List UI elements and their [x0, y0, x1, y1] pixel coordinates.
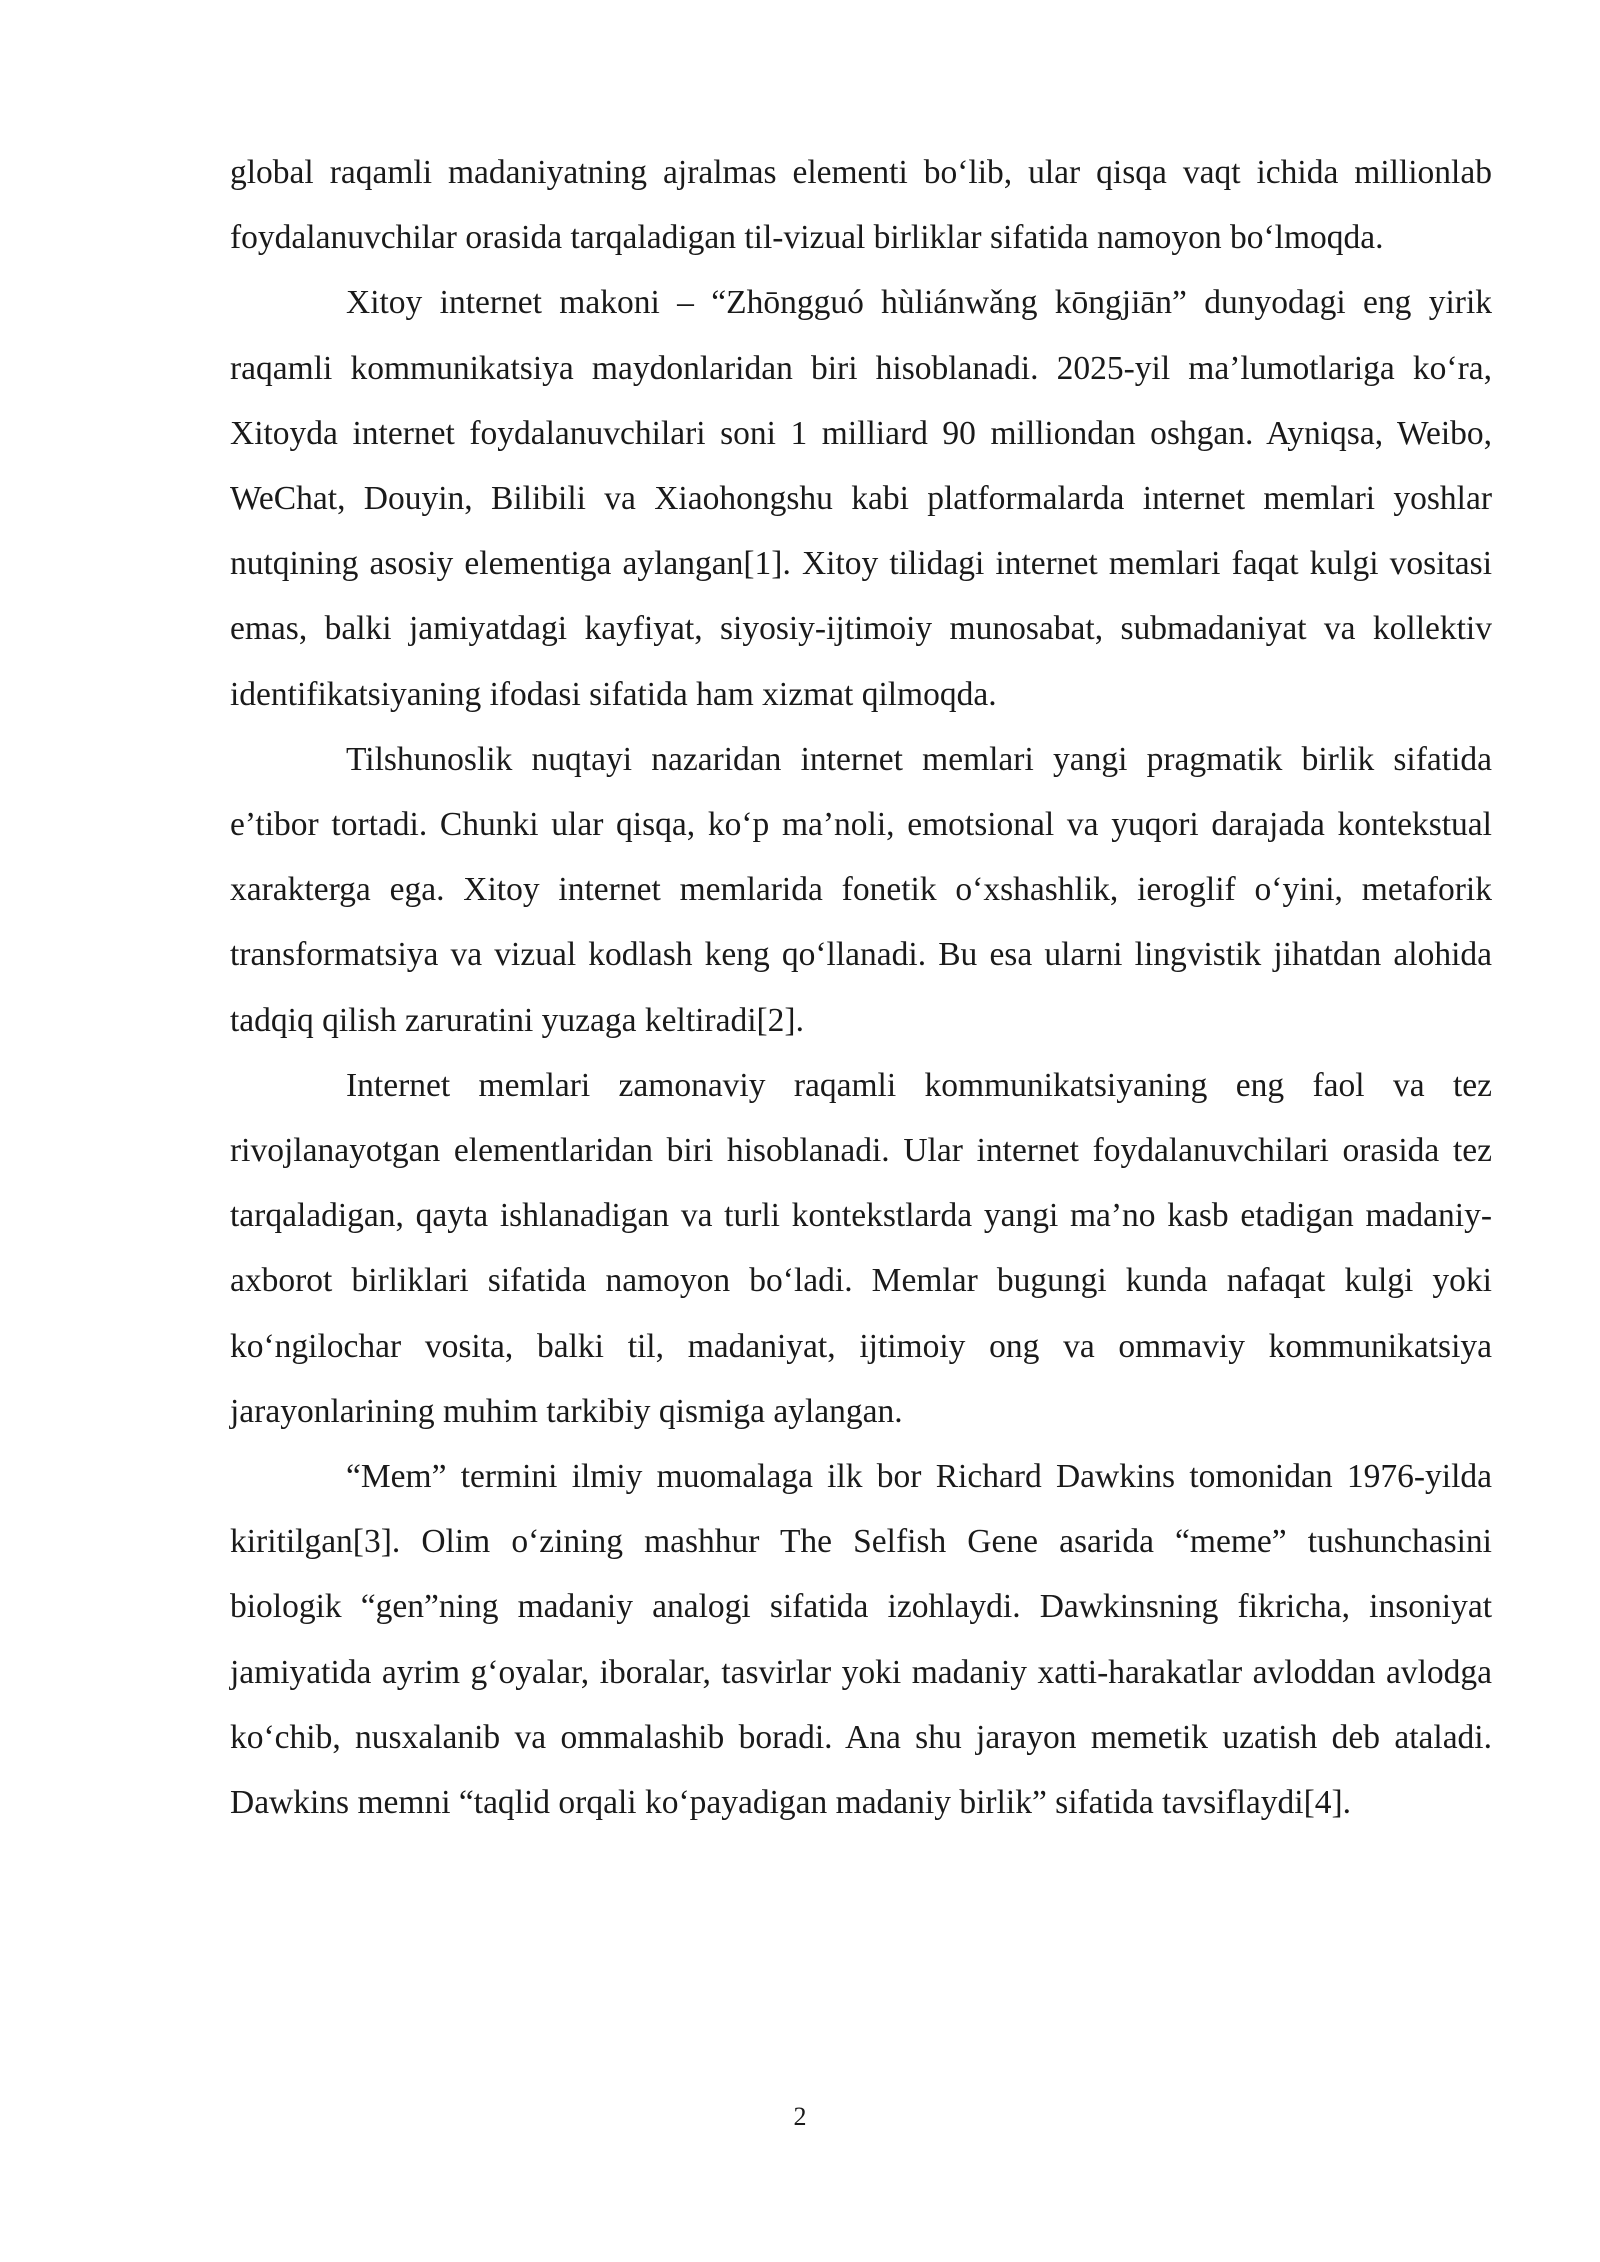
- paragraph: Xitoy internet makoni – “Zhōngguó hùliánwǎng kōngjiān” dunyodagi eng yirik raqamli kommunikatsiya maydonlaridan biri hisoblanadi. 2025-yil ma’lumotlariga ko‘ra, Xitoyda internet foydalanuvchilari soni 1 milliard 90 milliondan oshgan. Ayniqsa, Weibo, WeChat, Douyin, Bilibili va Xiaohongshu kabi platformalarda internet memlari yoshlar nutqining asosiy elementiga aylangan[1]. Xitoy tilidagi internet memlari faqat kulgi vositasi emas, balki jamiyatdagi kayfiyat, siyosiy-ijtimoiy munosabat, submadaniyat va kollektiv identifikatsiyaning ifodasi sifatida ham xizmat qilmoqda.: [230, 284, 1492, 713]
- page-number: 2: [793, 2102, 807, 2131]
- paragraph-continuation: global raqamli madaniyatning ajralmas elementi bo‘lib, ular qisqa vaqt ichida millionlab foydalanuvchilar orasida tarqaladigan til-vizual birliklar sifatida namoyon bo‘lmoqda.: [230, 154, 1492, 257]
- paragraph: “Mem” termini ilmiy muomalaga ilk bor Richard Dawkins tomonidan 1976-yilda kiritilgan[3]. Olim o‘zining mashhur The Selfish Gene asarida “meme” tushunchasini biologik “gen”ning madaniy analogi sifatida izohlaydi. Dawkinsning fikricha, insoniyat jamiyatida ayrim g‘oyalar, iboralar, tasvirlar yoki madaniy xatti-harakatlar avloddan avlodga ko‘chib, nusxalanib va ommalashib boradi. Ana shu jarayon memetik uzatish deb ataladi. Dawkins memni “taqlid orqali ko‘payadigan madaniy birlik” sifatida tavsiflaydi[4].: [230, 1458, 1492, 1822]
- paragraph: Tilshunoslik nuqtayi nazaridan internet memlari yangi pragmatik birlik sifatida e’tibor tortadi. Chunki ular qisqa, ko‘p ma’noli, emotsional va yuqori darajada kontekstual xarakterga ega. Xitoy internet memlarida fonetik o‘xshashlik, ieroglif o‘yini, metaforik transformatsiya va vizual kodlash keng qo‘llanadi. Bu esa ularni lingvistik jihatdan alohida tadqiq qilish zaruratini yuzaga keltiradi[2].: [230, 740, 1492, 1039]
- body-text: [230, 140, 1492, 1835]
- paragraph: Internet memlari zamonaviy raqamli kommunikatsiyaning eng faol va tez rivojlanayotgan elementlaridan biri hisoblanadi. Ular internet foydalanuvchilari orasida tez tarqaladigan, qayta ishlanadigan va turli kontekstlarda yangi ma’no kasb etadigan madaniy-axborot birliklari sifatida namoyon bo‘ladi. Memlar bugungi kunda nafaqat kulgi yoki ko‘ngilochar vosita, balki til, madaniyat, ijtimoiy ong va ommaviy kommunikatsiya jarayonlarining muhim tarkibiy qismiga aylangan.: [230, 1066, 1492, 1430]
